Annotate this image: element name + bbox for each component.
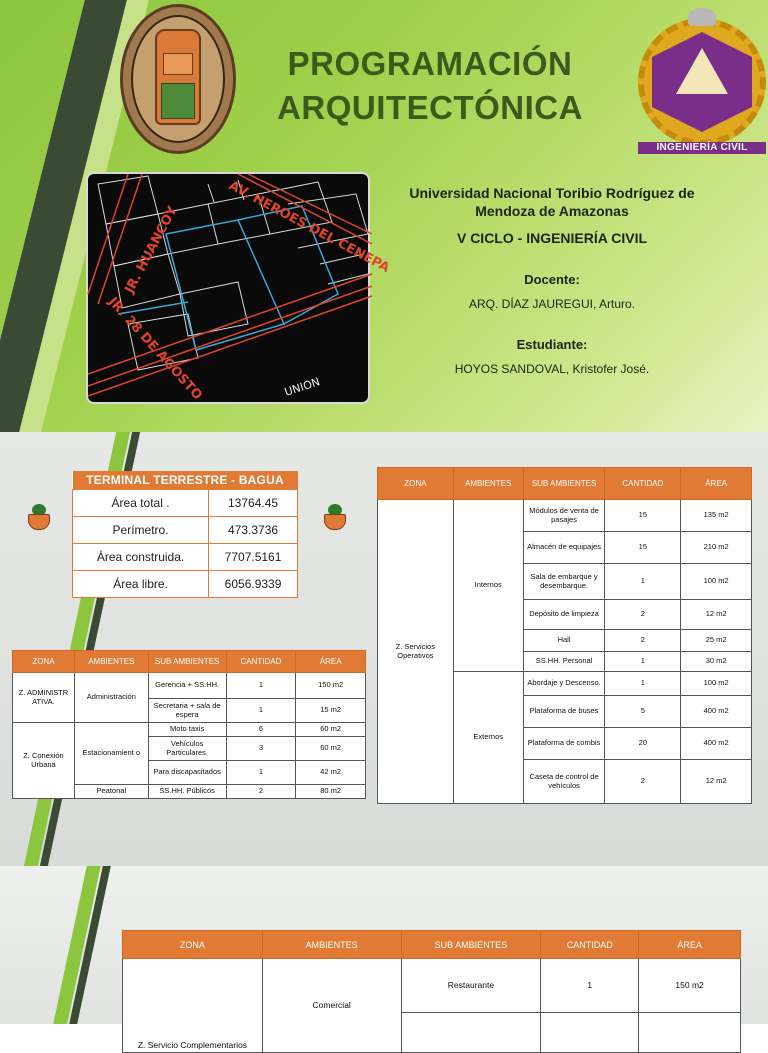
- table-row: Peatonal SS.HH. Públicos 2 80 m2: [13, 785, 366, 799]
- operations-zone-table: [377, 467, 752, 804]
- table-row: Z. Servicio Complementarios Comercial Restaurante 1 150 m2: [123, 959, 741, 1013]
- civil-engineering-logo: [638, 8, 766, 156]
- map-street-label: JR. HUANCOY: [122, 204, 181, 296]
- admin-zone-table: [12, 650, 366, 799]
- table-row: Z. ADMINISTR ATIVA. Administración Gerencia + SS.HH. 1 150 m2: [13, 673, 366, 699]
- complementary-zone-table: [122, 930, 741, 1053]
- course-cycle: V CICLO - INGENIERÍA CIVIL: [456, 230, 648, 246]
- table-row: Z. Conexión Urbana Estacionamient o Moto taxis 6 60 m2: [13, 723, 366, 737]
- table-row: Área construida. 7707.5161: [73, 543, 298, 570]
- table-row: Para discapacitados 1 42 m2: [13, 761, 366, 785]
- terrain-header: TERMINAL TERRESTRE - BAGUA: [73, 471, 298, 489]
- teacher-label: Docente:: [524, 272, 580, 287]
- table-header-row: ZONA AMBIENTES SUB AMBIENTES CANTIDAD ÁREA: [378, 468, 752, 500]
- university-seal-logo: [120, 4, 236, 154]
- eagle-icon: [688, 8, 716, 26]
- table-row: Área libre. 6056.9339: [73, 570, 298, 597]
- logo-label: INGENIERÍA CIVIL: [638, 142, 766, 154]
- title-slide: [0, 0, 768, 432]
- table-row: Z. Servicios Operativos Internos Módulos de venta de pasajes 15 135 m2: [378, 500, 752, 532]
- map-street-label: JR. 28 DE AGOSTO: [105, 294, 205, 404]
- table-row: Perímetro. 473.3736: [73, 516, 298, 543]
- student-label: Estudiante:: [516, 337, 588, 352]
- plant-pot-icon: [24, 504, 54, 532]
- page-title: PROGRAMACIÓN ARQUITECTÓNICA: [277, 45, 583, 126]
- table-row: Depósito de limpieza 2 12 m2: [378, 600, 752, 630]
- table-row: Sala de embarque y desembarque. 1 100 m2: [378, 564, 752, 600]
- map-street-label: AV. HEROES DEL CENEPA: [226, 178, 392, 276]
- table-row: Secretaria + sala de espera 1 15 m2: [13, 699, 366, 723]
- table-row: Externos Abordaje y Descenso. 1 100 m2: [378, 672, 752, 696]
- presentation-info: [386, 184, 718, 376]
- table-row: Almacén de equipajes 15 210 m2: [378, 532, 752, 564]
- table-header-row: ZONA AMBIENTES SUB AMBIENTES CANTIDAD ÁREA: [13, 651, 366, 673]
- table-row: Caseta de control de vehículos 2 12 m2: [378, 760, 752, 804]
- seal-figure: [155, 29, 201, 125]
- table-row: Hall 2 25 m2: [378, 630, 752, 652]
- table-header-row: ZONA AMBIENTES SUB AMBIENTES CANTIDAD ÁREA: [123, 931, 741, 959]
- map-street-label: UNION: [282, 375, 322, 399]
- student-name: HOYOS SANDOVAL, Kristofer José.: [454, 362, 650, 376]
- table-row: Plataforma de buses 5 400 m2: [378, 696, 752, 728]
- site-map-image: [86, 172, 392, 404]
- table-row: Vehículos Particulares. 3 60 m2: [13, 737, 366, 761]
- table-row: Área total . 13764.45: [73, 489, 298, 516]
- university-name: Universidad Nacional Toribio Rodríguez de Mendoza de Amazonas: [409, 185, 695, 219]
- teacher-name: ARQ. DÍAZ JAUREGUI, Arturo.: [468, 297, 636, 311]
- terrain-summary-table: [72, 471, 298, 598]
- table-row: Plataforma de combis 20 400 m2: [378, 728, 752, 760]
- decorative-stripes: [60, 866, 130, 1024]
- plant-pot-icon: [320, 504, 350, 532]
- table-row: SS.HH. Personal 1 30 m2: [378, 652, 752, 672]
